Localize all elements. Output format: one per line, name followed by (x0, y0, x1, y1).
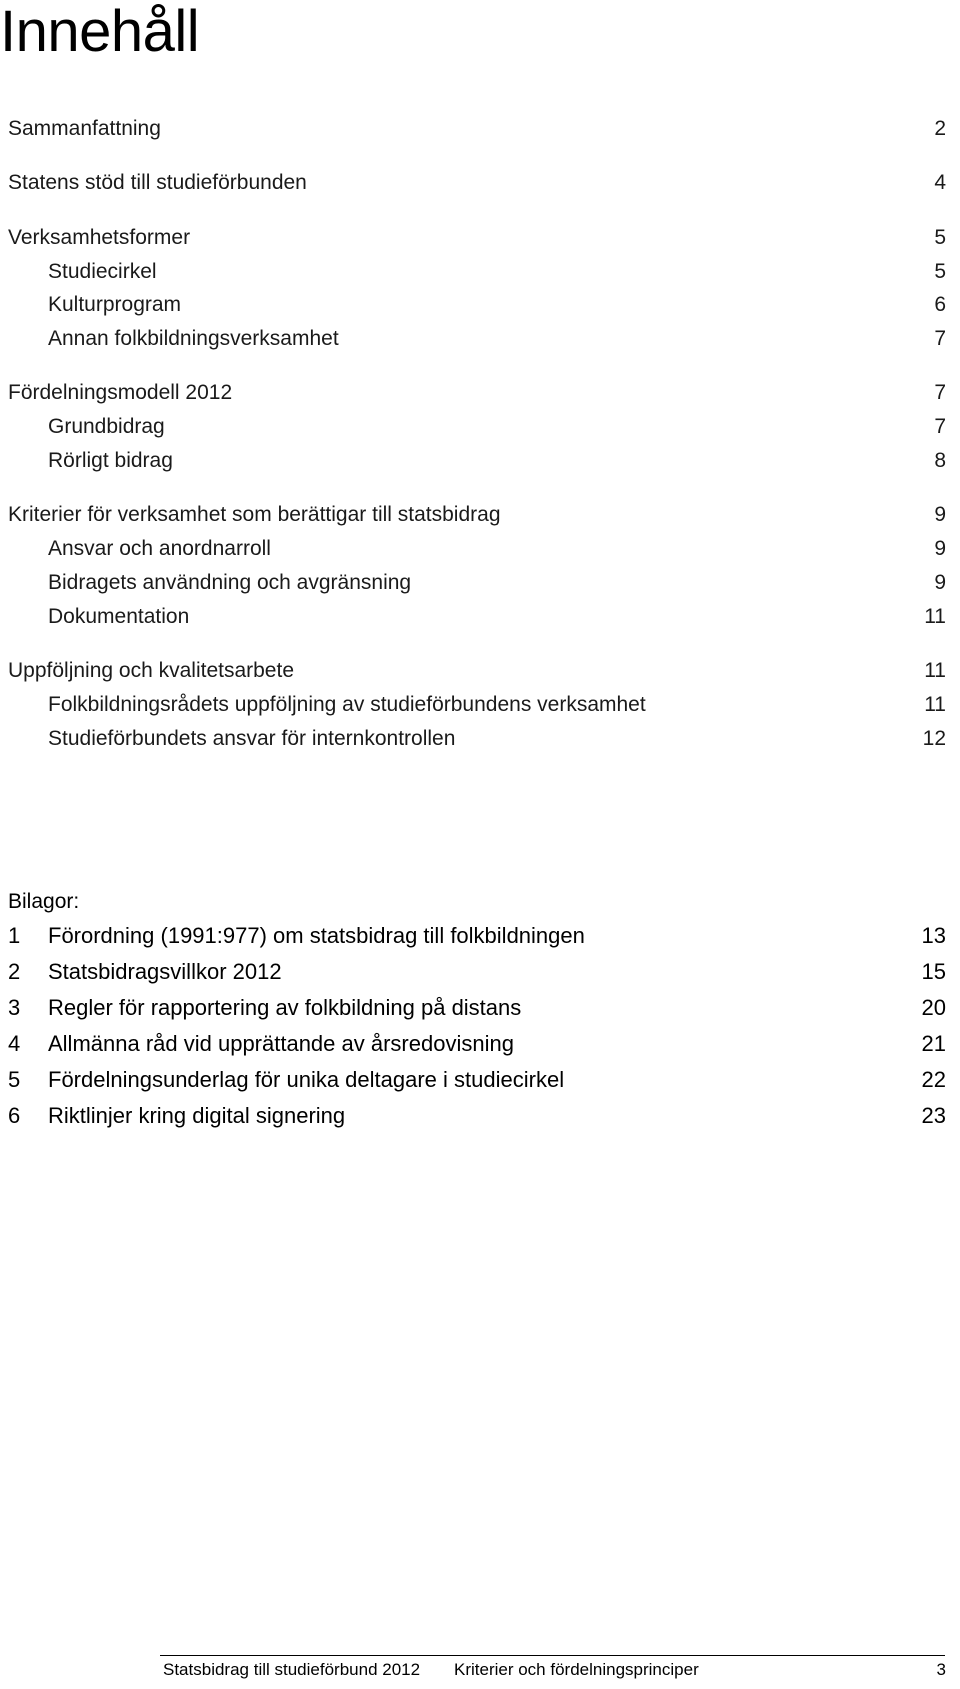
toc-entry[interactable] (0, 656, 960, 686)
toc-entry-label: Dokumentation (48, 605, 190, 628)
toc-entry-page: 7 (934, 381, 946, 404)
toc-subentry[interactable] (0, 257, 960, 287)
toc-entry-page: 12 (922, 727, 946, 750)
footer-page-number: 3 (936, 1660, 946, 1679)
toc-entry-label: Sammanfattning (8, 117, 161, 140)
appendix-number: 1 (8, 923, 21, 948)
toc-entry-label: Folkbildningsrådets uppföljning av studieförbundens verksamhet (48, 693, 646, 716)
appendix-item[interactable] (0, 920, 960, 952)
toc-entry-page: 7 (934, 327, 946, 350)
appendix-label: Förordning (1991:977) om statsbidrag till folkbildningen (48, 923, 585, 948)
footer-document-title: Statsbidrag till studieförbund 2012 (163, 1660, 421, 1679)
appendix-page: 20 (921, 995, 946, 1020)
toc-entry-page: 9 (934, 571, 946, 594)
appendix-number: 4 (8, 1031, 21, 1056)
appendix-label: Regler för rapportering av folkbildning på distans (48, 995, 522, 1020)
appendix-number: 5 (8, 1067, 21, 1092)
toc-entry-label: Verksamhetsformer (8, 226, 191, 249)
appendices-heading: Bilagor: (8, 890, 80, 913)
appendix-page: 21 (921, 1031, 946, 1056)
toc-entry-label: Statens stöd till studieförbunden (8, 171, 307, 194)
appendix-item[interactable] (0, 956, 960, 988)
page-footer (0, 1655, 960, 1683)
toc-entry-page: 5 (934, 260, 946, 283)
toc-entry[interactable] (0, 500, 960, 530)
toc-entry-page: 7 (934, 415, 946, 438)
toc-subentry[interactable] (0, 412, 960, 442)
toc-entry-label: Ansvar och anordnarroll (48, 537, 271, 560)
toc-entry-page: 11 (924, 659, 946, 682)
toc-subentry[interactable] (0, 324, 960, 354)
appendix-page: 15 (921, 959, 946, 984)
toc-subentry[interactable] (0, 690, 960, 720)
appendix-item[interactable] (0, 992, 960, 1024)
appendix-label: Statsbidragsvillkor 2012 (48, 959, 282, 984)
toc-entry-page: 9 (934, 503, 946, 526)
toc-entry-page: 11 (924, 605, 946, 628)
appendix-page: 23 (921, 1103, 946, 1128)
toc-entry-page: 8 (934, 449, 946, 472)
toc-entry-label: Annan folkbildningsverksamhet (48, 327, 339, 350)
appendix-page: 22 (921, 1067, 946, 1092)
appendix-item[interactable] (0, 1064, 960, 1096)
toc-entry-label: Studiecirkel (48, 260, 157, 283)
toc-entry-label: Grundbidrag (48, 415, 165, 438)
toc-entry-page: 9 (934, 537, 946, 560)
toc-entry-label: Kriterier för verksamhet som berättigar till statsbidrag (8, 503, 501, 526)
appendix-item[interactable] (0, 1100, 960, 1132)
toc-entry-label: Uppföljning och kvalitetsarbete (8, 659, 295, 682)
toc-subentry[interactable] (0, 568, 960, 598)
toc-subentry[interactable] (0, 290, 960, 320)
appendix-label: Fördelningsunderlag för unika deltagare i studiecirkel (48, 1067, 565, 1092)
toc-subentry[interactable] (0, 446, 960, 476)
toc-entry-label: Studieförbundets ansvar för internkontrollen (48, 727, 456, 750)
toc-entry[interactable] (0, 114, 960, 144)
toc-subentry[interactable] (0, 602, 960, 632)
toc-entry-label: Bidragets användning och avgränsning (48, 571, 412, 594)
appendix-label: Riktlinjer kring digital signering (48, 1103, 346, 1128)
toc-entry-page: 5 (934, 226, 946, 249)
appendix-number: 2 (8, 959, 21, 984)
footer-divider (160, 1655, 945, 1656)
appendix-number: 6 (8, 1103, 21, 1128)
toc-subentry[interactable] (0, 724, 960, 754)
appendix-label: Allmänna råd vid upprättande av årsredovisning (48, 1031, 514, 1056)
appendix-item[interactable] (0, 1028, 960, 1060)
toc-entry-page: 4 (934, 171, 946, 194)
toc-entry[interactable] (0, 168, 960, 198)
toc-entry-page: 11 (924, 693, 946, 716)
toc-entry[interactable] (0, 378, 960, 408)
toc-entry-label: Fördelningsmodell 2012 (8, 381, 233, 404)
page-title: Innehåll (0, 0, 200, 64)
footer-document-subtitle: Kriterier och fördelningsprinciper (454, 1660, 699, 1679)
toc-entry-label: Kulturprogram (48, 293, 182, 316)
appendix-page: 13 (921, 923, 946, 948)
toc-entry-label: Rörligt bidrag (48, 449, 173, 472)
toc-entry-page: 6 (934, 293, 946, 316)
toc-entry-page: 2 (934, 117, 946, 140)
toc-entry[interactable] (0, 223, 960, 253)
toc-subentry[interactable] (0, 534, 960, 564)
appendix-number: 3 (8, 995, 21, 1020)
